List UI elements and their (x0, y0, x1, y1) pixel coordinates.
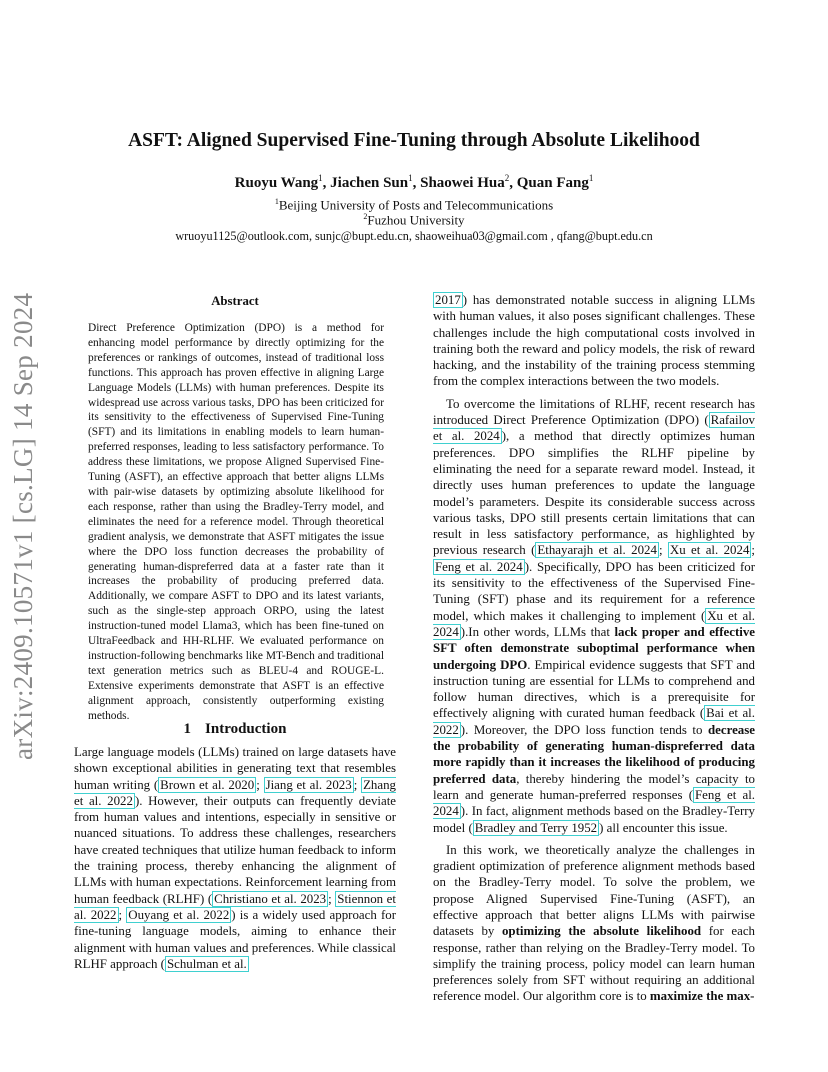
author-name: Ruoyu Wang (234, 175, 319, 191)
citation-link[interactable]: 2017 (435, 293, 461, 307)
citation-link[interactable]: Zhang et al. 2022 (74, 777, 396, 808)
citation-link[interactable]: Xu et al. 2024 (669, 543, 750, 558)
citation-link[interactable]: Ethayarajh et al. 2024 (537, 543, 657, 558)
bold-emphasis: optimizing the absolute likelihood (501, 924, 702, 939)
text-run: In this work, we theoretically analyze the challenges in gradient optimization of preference alignment methods based on the Bradley-Terry model. To solve the problem, we propose Aligned Supervised Fine-Tuning (ASFT), an effective approach that better aligns LLMs with pairwise datasets by (433, 842, 755, 939)
citation-link[interactable]: Stiennon et al. 2022 (74, 891, 396, 922)
text-run: ; (328, 891, 336, 906)
text-run: ). Specifically, DPO has been criticized for its sensitivity to the effectiveness of the Supervised Fine-Tuning (SFT) phase and its requirement for a reference model, which makes it challenging to implement ( (433, 559, 756, 623)
author-affiliation-mark: 1 (588, 173, 594, 183)
text-run: ). Moreover, the DPO loss function tends to (460, 722, 708, 737)
text-run: , thereby hindering the model’s capacity to learn and generate human-preferred responses ( (433, 771, 755, 802)
abstract-body: Direct Preference Optimization (DPO) is a method for enhancing model performance by directly optimizing for the preferences or rankings of outcomes, instead of traditional loss functions. This approach has proven effective in aligning Large Language Models (LLMs) with human preferences. Despite its widespread use across various tasks, DPO has been criticized for its sensitivity to the effectiveness of Supervised Fine-Tuning (SFT) and its limitations in enabling models to learn human-preferred responses, leading to less satisfactory performance. To address these limitations, we propose Aligned Supervised Fine-Tuning (ASFT), an effective approach that better aligns LLMs with pair-wise datasets by optimizing absolute likelihood for each response, rather than using the Bradley-Terry model, and eliminates the need for a reference model. Through theoretical gradient analysis, we demonstrate that ASFT mitigates the issue where the DPO loss function decreases the probability of generating human-dispreferred data at a faster rate than it increases the probability of producing preferred data. Additionally, we compare ASFT to DPO and its latest variants, such as the single-step approach ORPO, using the latest instruction-tuned model Llama3, which has been fine-tuned on UltraFeedback and HH-RLHF. We evaluated performance on instruction-following benchmarks like MT-Bench and traditional text generation metrics such as BLEU-4 and ROUGE-L. Extensive experiments demonstrate that ASFT is an effective alignment approach, consistently outperforming existing methods. (88, 322, 384, 722)
citation-link[interactable]: Bradley and Terry 1952 (474, 820, 598, 835)
citation-link[interactable]: Rafailov et al. 2024 (433, 413, 755, 444)
affiliation-mark: 1 (274, 197, 279, 206)
affiliation-line (0, 212, 828, 228)
author-emails: wruoyu1125@outlook.com, sunjc@bupt.edu.cn, shaoweihua03@gmail.com , qfang@bupt.edu.cn (175, 229, 653, 243)
text-run: To overcome the limitations of RLHF, recent research has introduced Direct Preference Optimization (DPO) ( (433, 396, 755, 428)
citation-link[interactable]: Jiang et al. 2023 (265, 777, 352, 792)
citation-link[interactable]: Brown et al. 2020 (160, 777, 255, 792)
citation-link[interactable]: Feng et al. 2024 (435, 559, 523, 574)
text-run: ) all encounter this issue. (599, 820, 728, 835)
author-name: Shaowei Hua (420, 175, 505, 191)
text-run: . Empirical evidence suggests that SFT and instruction tuning are essential for LLMs to comprehend and follow human directives, which is a prerequisite for effectively aligning with curated human feedback ( (433, 657, 755, 721)
intro-column-right (433, 292, 755, 1005)
citation-link[interactable]: Feng et al. 2024 (433, 787, 755, 819)
citation-link[interactable]: Schulman et al. (166, 956, 247, 971)
text-run: ; (118, 907, 127, 922)
text-run: ; (353, 777, 362, 792)
text-run: for each response, rather than relying on the Bradley-Terry model. To simplify the training process, policy model can learn human preferences solely from SFT without requiring an additional reference model. Our algorithm core is to (433, 924, 755, 1004)
text-run: ) is a widely used approach for fine-tuning language models, aiming to enhance their alignment with human values and preferences. While classical RLHF approach ( (74, 907, 397, 971)
affiliation-mark: 2 (363, 212, 368, 221)
author-list: Ruoyu Wang$^1$, Jiachen Sun$^1$, Shaowei Hua$^2$, Quan Fang$^1$ (234, 173, 594, 191)
text-run: ; (256, 777, 264, 792)
author-affiliation-mark: 1 (408, 173, 413, 183)
arxiv-identifier: arXiv:2409.10571v1 [cs.LG] 14 Sep 2024 (8, 292, 38, 760)
bold-emphasis: lack proper and effective SFT often demonstrate suboptimal performance when undergoing DPO (433, 624, 755, 672)
citation-link[interactable]: Bai et al. 2022 (433, 706, 755, 737)
text-run: ; (658, 543, 668, 558)
author-affiliation-mark: 1 (318, 173, 323, 183)
text-run: ) has demonstrated notable success in aligning LLMs with human values, it also poses significant challenges. These challenges include the high computational costs involved in training both the reward and policy models, the risk of reward hacking, and the instability of the training process stemming from the complex interactions between the two models. (433, 293, 755, 389)
bold-emphasis: maximize the max- (649, 989, 755, 1004)
intro-paragraph (433, 292, 755, 390)
author-name: Jiachen Sun (330, 175, 409, 191)
author-affiliation-mark: 2 (504, 173, 510, 183)
section-number: 1 (183, 721, 192, 737)
paper-title: ASFT: Aligned Supervised Fine-Tuning through Absolute Likelihood (128, 130, 700, 151)
citation-link[interactable]: Xu et al. 2024 (433, 608, 756, 639)
intro-paragraph (433, 396, 755, 836)
text-run: ), a method that directly optimizes human preferences. DPO simplifies the RLHF pipeline by eliminating the need for a separate reward model. Instead, it directly uses human preferences to update the language model’s parameters. Despite its considerable success across various tasks, DPO still presents certain limitations that can result in less satisfactory performance, as highlighted by previous research ( (433, 429, 755, 558)
author-name: Quan Fang (516, 175, 589, 191)
affiliation-name: Fuzhou University (367, 212, 465, 228)
citation-link[interactable]: Ouyang et al. 2022 (128, 907, 230, 922)
intro-paragraph (433, 842, 755, 1005)
text-run: ). However, their outputs can frequently deviate from human values and intentions, especially in sensitive or nuanced situations. To address these challenges, researchers have created techniques that utilize human feedback to inform the training process, thereby enhancing the alignment of LLMs with human expectations. Reinforcement learning from human feedback (RLHF) ( (74, 793, 397, 906)
section-heading (74, 721, 396, 738)
text-run: ).In other words, LLMs that (460, 624, 615, 639)
abstract-heading: Abstract (211, 294, 259, 308)
affiliation-line (0, 197, 828, 213)
section-title: Introduction (205, 721, 287, 737)
text-run: Large language models (LLMs) trained on large datasets have shown exceptional abilities in generating text that resembles human writing ( (74, 745, 396, 792)
citation-link[interactable]: Christiano et al. 2023 (214, 891, 327, 906)
text-run: ). In fact, alignment methods based on the Bradley-Terry model ( (433, 804, 755, 835)
bold-emphasis: decrease the probability of generating human-dispreferred data more rapidly than it increases the likelihood of producing preferred data (433, 722, 755, 786)
text-run: ; (751, 543, 755, 558)
intro-paragraph-left (74, 744, 396, 972)
affiliation-name: Beijing University of Posts and Telecommunications (278, 197, 554, 213)
